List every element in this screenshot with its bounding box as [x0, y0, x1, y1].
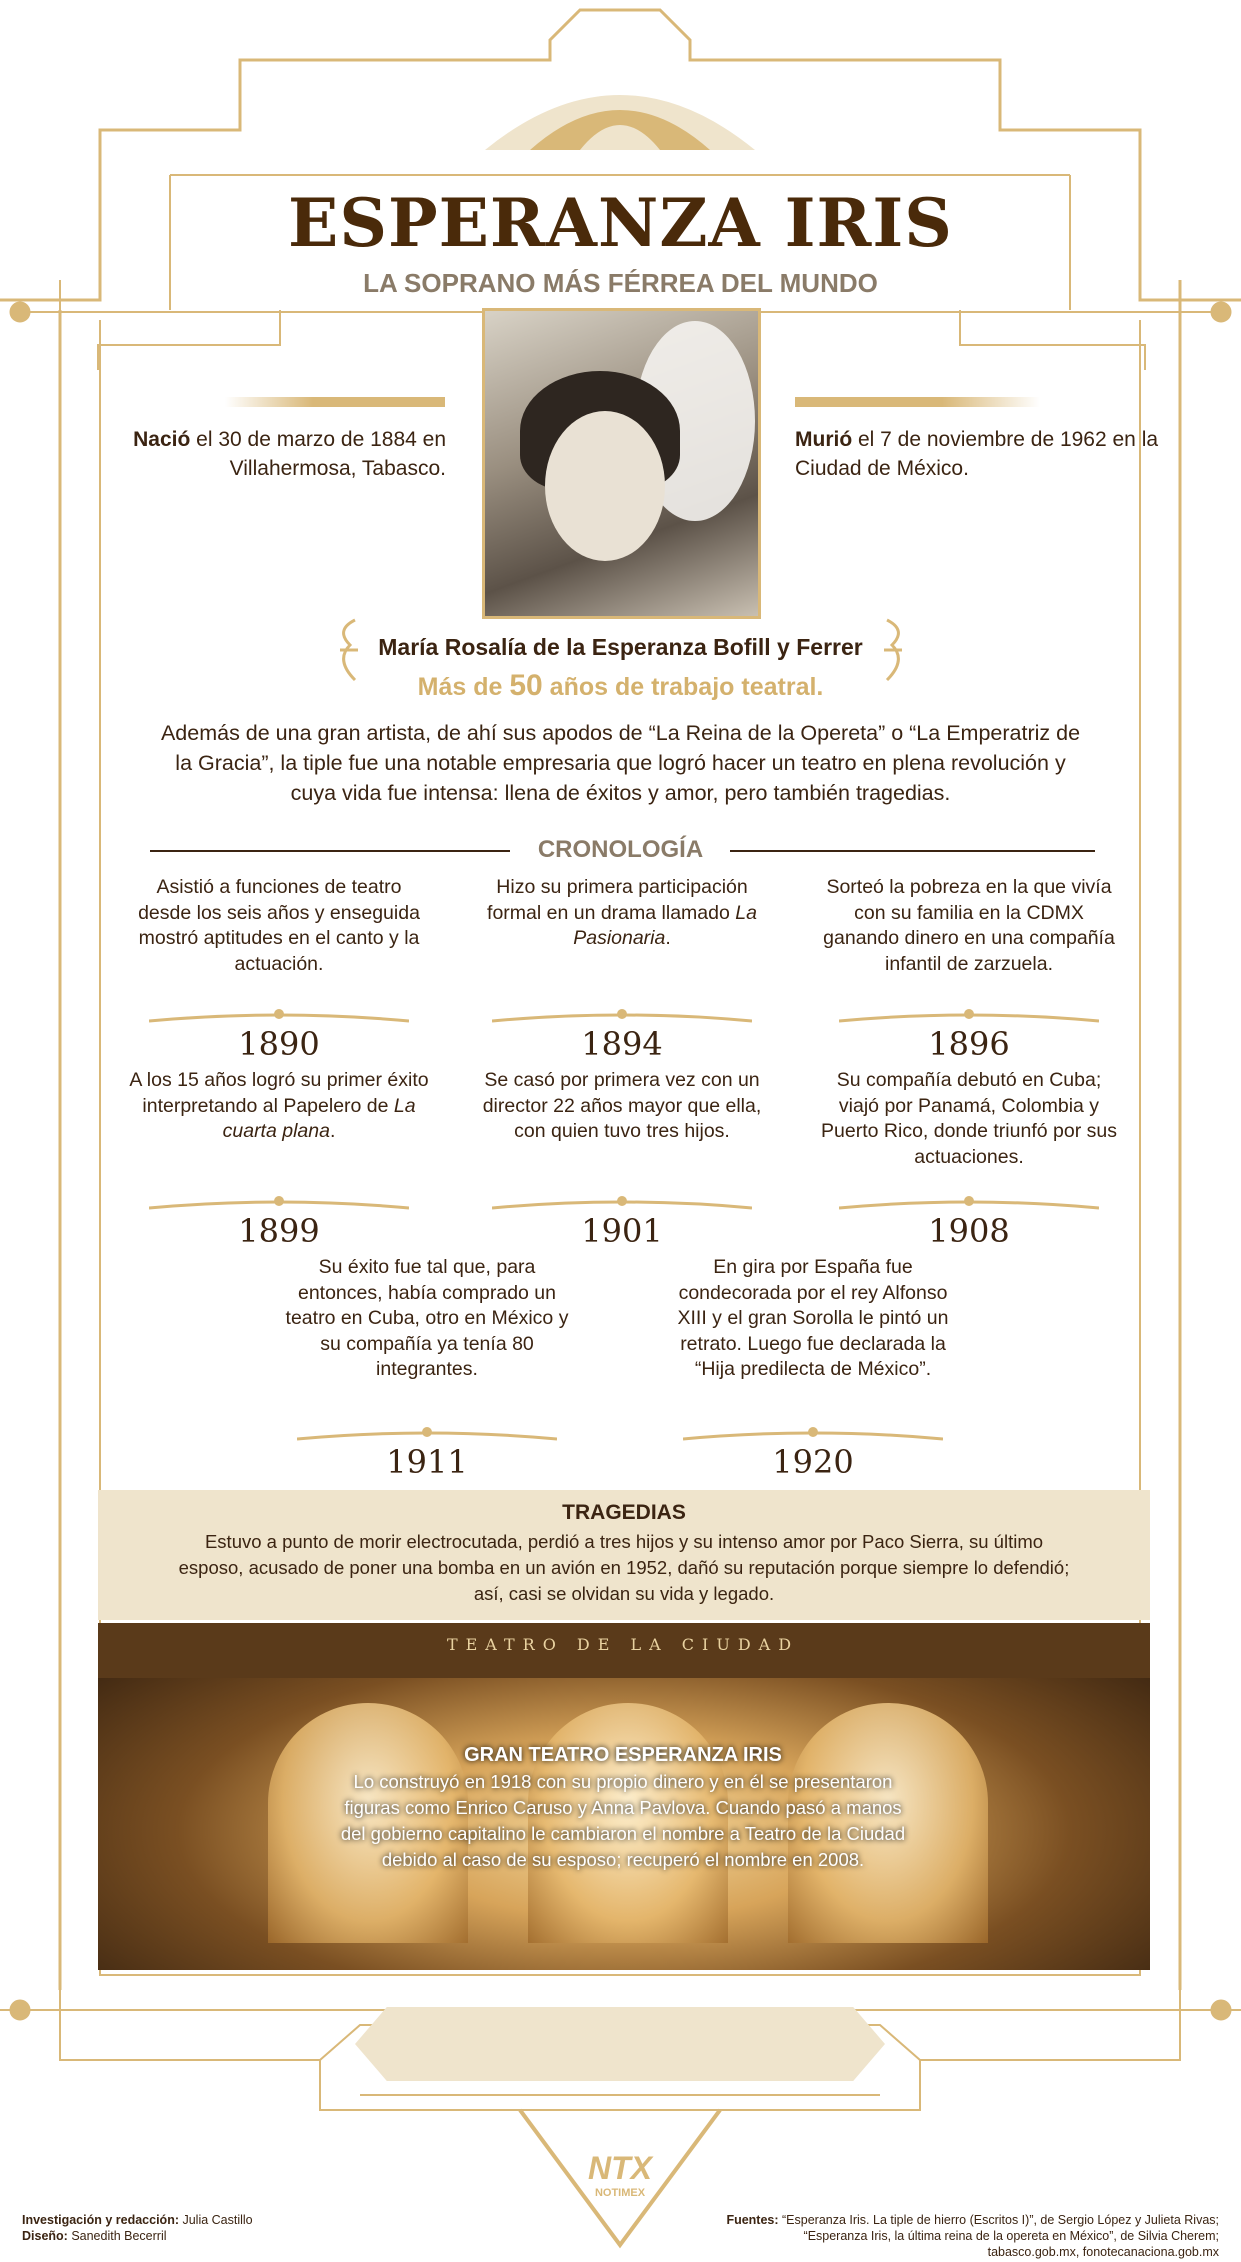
timeline-event-text — [819, 875, 1119, 977]
timeline-event-text — [472, 1068, 772, 1145]
tragedies-text: Estuvo a punto de morir electrocutada, perdió a tres hijos y su intenso amor por Paco Sierra, su último esposo, acusado de poner una bomba en un avión en 1952, dañó su reputación porque siempre lo defendió; así, casi se olvidan su vida y legado. — [178, 1531, 1070, 1604]
year-ornament — [149, 1009, 409, 1023]
sources — [726, 2212, 1219, 2260]
timeline-year: 1920 — [772, 1443, 854, 1481]
timeline-year: 1899 — [238, 1212, 320, 1250]
design-label: Diseño: — [22, 2229, 68, 2243]
timeline-event-text — [129, 875, 429, 977]
died-label: Murió — [795, 428, 853, 451]
decorative-bar — [225, 397, 445, 407]
logo-name: NOTIMEX — [594, 2187, 646, 2199]
design-name: Sanedith Becerril — [67, 2229, 167, 2243]
timeline-year: 1890 — [238, 1025, 320, 1063]
born-text: el 30 de marzo de 1884 en Villahermosa, Tabasco. — [190, 428, 446, 480]
theater-photo-section — [98, 1623, 1150, 1970]
full-name: María Rosalía de la Esperanza Bofill y Ferrer — [378, 634, 863, 660]
timeline-event-text — [472, 875, 772, 952]
event-text: Se casó por primera vez con un director 22 años mayor que ella, con quien tuvo tres hijos. — [482, 1069, 762, 1142]
timeline-event-text — [819, 1068, 1119, 1170]
year-ornament — [149, 1196, 409, 1210]
career-post: años de trabajo teatral. — [542, 673, 824, 701]
born-label: Nació — [133, 428, 191, 451]
event-text: Sorteó la pobreza en la que vivía con su familia en la CDMX ganando dinero en una compañía infantil de zarzuela. — [823, 876, 1115, 975]
event-italic: La cuarta plana — [222, 1094, 416, 1142]
timeline-year: 1894 — [581, 1025, 663, 1063]
research-label: Investigación y redacción: — [22, 2213, 179, 2227]
timeline-year: 1908 — [928, 1212, 1010, 1250]
career-years — [0, 670, 1241, 703]
event-after: . — [665, 927, 671, 949]
career-pre: Más de — [417, 673, 510, 701]
timeline-event-text — [129, 1068, 429, 1145]
bottom-banner — [355, 2007, 885, 2081]
event-text: A los 15 años logró su primer éxito interpretando al Papelero de — [129, 1069, 429, 1117]
year-ornament — [839, 1196, 1099, 1210]
logo-mark: NTX — [588, 2150, 652, 2186]
research-name: Julia Castillo — [179, 2213, 253, 2227]
source-3: tabasco.gob.mx, fonotecanaciona.gob.mx — [987, 2245, 1219, 2259]
source-1: “Esperanza Iris. La tiple de hierro (Escritos I)”, de Sergio López y Julieta Rivas; — [778, 2213, 1219, 2227]
birth-info — [66, 425, 446, 483]
timeline-year: 1901 — [581, 1212, 663, 1250]
timeline-event-text — [663, 1255, 963, 1383]
timeline-year: 1896 — [928, 1025, 1010, 1063]
event-text: Su compañía debutó en Cuba; viajó por Panamá, Colombia y Puerto Rico, donde triunfó por sus actuaciones. — [821, 1069, 1117, 1168]
credits — [22, 2212, 253, 2244]
timeline-event-text — [277, 1255, 577, 1383]
tragedies-heading: TRAGEDIAS — [562, 1501, 686, 1524]
timeline-year: 1911 — [386, 1443, 468, 1481]
event-text: En gira por España fue condecorada por el rey Alfonso XIII y el gran Sorolla le pintó un retrato. Luego fue declarada la “Hija predilecta de México”. — [677, 1256, 949, 1380]
sources-label: Fuentes: — [726, 2213, 779, 2227]
event-text: Su éxito fue tal que, para entonces, había comprado un teatro en Cuba, otro en México y su compañía ya tenía 80 integrantes. — [285, 1256, 569, 1380]
died-text: el 7 de noviembre de 1962 en la Ciudad de México. — [795, 428, 1159, 480]
tragedies-section — [98, 1490, 1150, 1620]
event-text: Asistió a funciones de teatro desde los seis años y enseguida mostró aptitudes en el canto y la actuación. — [138, 876, 420, 975]
death-info — [795, 425, 1175, 483]
year-ornament — [492, 1196, 752, 1210]
portrait-photo — [482, 308, 761, 619]
decorative-bar — [795, 397, 1040, 407]
theater-text: Lo construyó en 1918 con su propio dinero y en él se presentaron figuras como Enrico Caruso y Anna Pavlova. Cuando pasó a manos del gobierno capitalino le cambiaron el nombre a Teatro de la Ciudad debido al caso de su esposo; recuperó el nombre en 2008. — [340, 1771, 906, 1870]
theater-heading: GRAN TEATRO ESPERANZA IRIS — [464, 1744, 782, 1766]
theater-sign: TEATRO DE LA CIUDAD — [446, 1635, 800, 1654]
page-title: ESPERANZA IRIS — [288, 184, 953, 262]
year-ornament — [297, 1427, 557, 1441]
page-subtitle: LA SOPRANO MÁS FÉRREA DEL MUNDO — [363, 268, 878, 298]
intro-paragraph: Además de una gran artista, de ahí sus apodos de “La Reina de la Opereta” o “La Emperatriz de la Gracia”, la tiple fue una notable empresaria que logró hacer un teatro en plena revolución y cuya vida fue intensa: llena de éxitos y amor, pero también tragedias. — [160, 721, 1081, 805]
year-ornament — [492, 1009, 752, 1023]
event-text: Hizo su primera participación formal en un drama llamado — [487, 876, 748, 924]
event-italic: La Pasionaria — [573, 901, 757, 949]
source-2: “Esperanza Iris, la última reina de la opereta en México”, de Silvia Cherem; — [803, 2229, 1219, 2243]
chronology-heading: CRONOLOGÍA — [537, 836, 704, 863]
career-num: 50 — [509, 669, 543, 702]
year-ornament — [839, 1009, 1099, 1023]
notimex-logo — [560, 2150, 680, 2200]
year-ornament — [683, 1427, 943, 1441]
event-after: . — [329, 1120, 336, 1142]
